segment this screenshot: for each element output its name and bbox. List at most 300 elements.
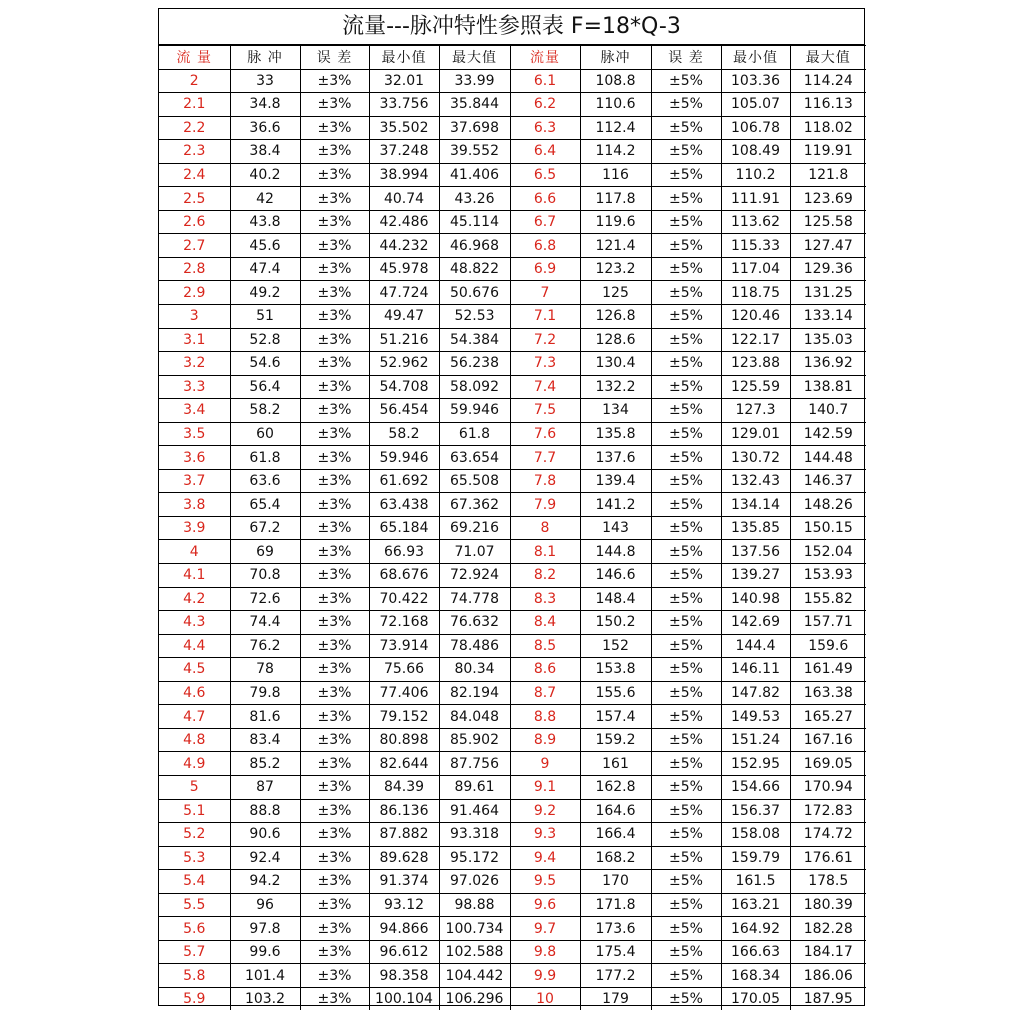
cell-error: ±5% <box>651 281 721 305</box>
cell-error: ±5% <box>651 93 721 117</box>
cell-flow: 9.1 <box>510 775 580 799</box>
cell-pulse: 144.8 <box>580 540 651 564</box>
cell-min: 52.962 <box>369 352 439 376</box>
cell-max: 82.194 <box>439 681 510 705</box>
cell-pulse: 173.6 <box>580 917 651 941</box>
cell-error: ±5% <box>651 352 721 376</box>
cell-pulse: 177.2 <box>580 964 651 988</box>
cell-max: 87.756 <box>439 752 510 776</box>
cell-min: 123.88 <box>721 352 790 376</box>
cell-min: 44.232 <box>369 234 439 258</box>
cell-min: 154.66 <box>721 775 790 799</box>
cell-pulse: 152 <box>580 634 651 658</box>
cell-flow: 4.8 <box>159 728 230 752</box>
cell-error: ±3% <box>300 681 369 705</box>
cell-pulse: 148.4 <box>580 587 651 611</box>
cell-error: ±5% <box>651 516 721 540</box>
cell-min: 94.866 <box>369 917 439 941</box>
cell-pulse: 42 <box>230 187 300 211</box>
cell-flow: 3.3 <box>159 375 230 399</box>
cell-max: 161.49 <box>790 658 866 682</box>
cell-pulse: 61.8 <box>230 446 300 470</box>
cell-min: 86.136 <box>369 799 439 823</box>
table-row <box>159 352 866 376</box>
table-row <box>159 964 866 988</box>
cell-flow: 8.4 <box>510 611 580 635</box>
cell-error: ±3% <box>300 846 369 870</box>
cell-flow: 2.4 <box>159 163 230 187</box>
cell-error: ±3% <box>300 705 369 729</box>
cell-max: 67.362 <box>439 493 510 517</box>
table-row <box>159 752 866 776</box>
cell-pulse: 85.2 <box>230 752 300 776</box>
cell-error: ±3% <box>300 352 369 376</box>
cell-error: ±5% <box>651 964 721 988</box>
cell-error: ±3% <box>300 257 369 281</box>
cell-max: 35.844 <box>439 93 510 117</box>
cell-min: 87.882 <box>369 823 439 847</box>
cell-max: 127.47 <box>790 234 866 258</box>
cell-min: 159.79 <box>721 846 790 870</box>
cell-min: 156.37 <box>721 799 790 823</box>
header-error: 误 差 <box>651 46 721 70</box>
cell-max: 100.734 <box>439 917 510 941</box>
table-body <box>159 69 866 1010</box>
header-flow: 流量 <box>510 46 580 70</box>
table-row <box>159 681 866 705</box>
cell-min: 125.59 <box>721 375 790 399</box>
cell-min: 96.612 <box>369 940 439 964</box>
cell-flow: 7.1 <box>510 305 580 329</box>
cell-min: 89.628 <box>369 846 439 870</box>
cell-pulse: 97.8 <box>230 917 300 941</box>
cell-flow: 8.5 <box>510 634 580 658</box>
cell-max: 63.654 <box>439 446 510 470</box>
cell-pulse: 146.6 <box>580 564 651 588</box>
table-row <box>159 823 866 847</box>
cell-error: ±3% <box>300 893 369 917</box>
cell-min: 59.946 <box>369 446 439 470</box>
cell-error: ±3% <box>300 187 369 211</box>
table-row <box>159 587 866 611</box>
cell-flow: 3.1 <box>159 328 230 352</box>
cell-max: 98.88 <box>439 893 510 917</box>
cell-max: 176.61 <box>790 846 866 870</box>
cell-flow: 7.5 <box>510 399 580 423</box>
cell-min: 82.644 <box>369 752 439 776</box>
cell-min: 132.43 <box>721 469 790 493</box>
cell-error: ±5% <box>651 116 721 140</box>
cell-min: 163.21 <box>721 893 790 917</box>
cell-flow: 9.2 <box>510 799 580 823</box>
cell-flow: 2.3 <box>159 140 230 164</box>
table-row <box>159 658 866 682</box>
cell-min: 32.01 <box>369 69 439 93</box>
table-row <box>159 564 866 588</box>
cell-max: 157.71 <box>790 611 866 635</box>
cell-min: 146.11 <box>721 658 790 682</box>
cell-pulse: 168.2 <box>580 846 651 870</box>
cell-flow: 7.6 <box>510 422 580 446</box>
cell-error: ±3% <box>300 775 369 799</box>
table-row <box>159 917 866 941</box>
cell-flow: 5.1 <box>159 799 230 823</box>
cell-pulse: 45.6 <box>230 234 300 258</box>
cell-max: 184.17 <box>790 940 866 964</box>
cell-max: 65.508 <box>439 469 510 493</box>
table-row <box>159 469 866 493</box>
header-pulse: 脉 冲 <box>230 46 300 70</box>
cell-error: ±5% <box>651 469 721 493</box>
cell-error: ±3% <box>300 917 369 941</box>
cell-pulse: 119.6 <box>580 210 651 234</box>
cell-pulse: 170 <box>580 870 651 894</box>
cell-max: 116.13 <box>790 93 866 117</box>
cell-error: ±5% <box>651 775 721 799</box>
cell-error: ±3% <box>300 305 369 329</box>
header-min: 最小值 <box>369 46 439 70</box>
cell-max: 61.8 <box>439 422 510 446</box>
table-row <box>159 116 866 140</box>
cell-min: 129.01 <box>721 422 790 446</box>
cell-max: 72.924 <box>439 564 510 588</box>
cell-max: 45.114 <box>439 210 510 234</box>
cell-error: ±5% <box>651 987 721 1010</box>
cell-flow: 3 <box>159 305 230 329</box>
cell-pulse: 90.6 <box>230 823 300 847</box>
cell-flow: 7.4 <box>510 375 580 399</box>
cell-pulse: 58.2 <box>230 399 300 423</box>
header-max: 最大值 <box>790 46 866 70</box>
cell-min: 105.07 <box>721 93 790 117</box>
cell-pulse: 101.4 <box>230 964 300 988</box>
cell-error: ±5% <box>651 140 721 164</box>
cell-flow: 8.8 <box>510 705 580 729</box>
cell-min: 161.5 <box>721 870 790 894</box>
cell-flow: 3.5 <box>159 422 230 446</box>
cell-max: 153.93 <box>790 564 866 588</box>
cell-pulse: 114.2 <box>580 140 651 164</box>
cell-pulse: 63.6 <box>230 469 300 493</box>
cell-flow: 4.7 <box>159 705 230 729</box>
cell-pulse: 116 <box>580 163 651 187</box>
cell-min: 35.502 <box>369 116 439 140</box>
cell-pulse: 87 <box>230 775 300 799</box>
cell-error: ±3% <box>300 140 369 164</box>
cell-max: 71.07 <box>439 540 510 564</box>
table-row <box>159 163 866 187</box>
cell-min: 152.95 <box>721 752 790 776</box>
cell-error: ±5% <box>651 257 721 281</box>
cell-pulse: 33 <box>230 69 300 93</box>
cell-max: 46.968 <box>439 234 510 258</box>
cell-max: 142.59 <box>790 422 866 446</box>
cell-error: ±5% <box>651 564 721 588</box>
cell-flow: 9.4 <box>510 846 580 870</box>
cell-max: 152.04 <box>790 540 866 564</box>
cell-flow: 6.4 <box>510 140 580 164</box>
cell-min: 100.104 <box>369 987 439 1010</box>
cell-pulse: 72.6 <box>230 587 300 611</box>
cell-error: ±3% <box>300 940 369 964</box>
header-row <box>159 46 866 70</box>
cell-error: ±3% <box>300 69 369 93</box>
cell-pulse: 175.4 <box>580 940 651 964</box>
cell-max: 41.406 <box>439 163 510 187</box>
cell-error: ±3% <box>300 210 369 234</box>
cell-flow: 2.7 <box>159 234 230 258</box>
reference-table-sheet <box>158 8 865 1006</box>
cell-error: ±5% <box>651 399 721 423</box>
cell-max: 91.464 <box>439 799 510 823</box>
cell-max: 150.15 <box>790 516 866 540</box>
cell-min: 61.692 <box>369 469 439 493</box>
cell-min: 108.49 <box>721 140 790 164</box>
cell-flow: 8.9 <box>510 728 580 752</box>
cell-pulse: 56.4 <box>230 375 300 399</box>
cell-min: 149.53 <box>721 705 790 729</box>
cell-flow: 2 <box>159 69 230 93</box>
cell-min: 135.85 <box>721 516 790 540</box>
cell-min: 51.216 <box>369 328 439 352</box>
cell-flow: 4.5 <box>159 658 230 682</box>
cell-error: ±5% <box>651 681 721 705</box>
cell-flow: 9.8 <box>510 940 580 964</box>
table-row <box>159 893 866 917</box>
cell-max: 39.552 <box>439 140 510 164</box>
cell-min: 110.2 <box>721 163 790 187</box>
cell-max: 174.72 <box>790 823 866 847</box>
cell-min: 65.184 <box>369 516 439 540</box>
cell-flow: 4.4 <box>159 634 230 658</box>
cell-error: ±5% <box>651 893 721 917</box>
cell-flow: 7.3 <box>510 352 580 376</box>
cell-flow: 7.9 <box>510 493 580 517</box>
cell-flow: 5.8 <box>159 964 230 988</box>
cell-flow: 4.1 <box>159 564 230 588</box>
cell-max: 129.36 <box>790 257 866 281</box>
cell-min: 56.454 <box>369 399 439 423</box>
cell-max: 178.5 <box>790 870 866 894</box>
cell-max: 48.822 <box>439 257 510 281</box>
cell-flow: 8.6 <box>510 658 580 682</box>
cell-min: 164.92 <box>721 917 790 941</box>
cell-max: 125.58 <box>790 210 866 234</box>
cell-error: ±3% <box>300 493 369 517</box>
cell-max: 74.778 <box>439 587 510 611</box>
cell-min: 144.4 <box>721 634 790 658</box>
cell-min: 58.2 <box>369 422 439 446</box>
cell-max: 78.486 <box>439 634 510 658</box>
cell-max: 186.06 <box>790 964 866 988</box>
cell-max: 187.95 <box>790 987 866 1010</box>
cell-pulse: 121.4 <box>580 234 651 258</box>
cell-flow: 3.9 <box>159 516 230 540</box>
cell-pulse: 52.8 <box>230 328 300 352</box>
cell-max: 131.25 <box>790 281 866 305</box>
table-row <box>159 705 866 729</box>
table-row <box>159 257 866 281</box>
cell-flow: 4.6 <box>159 681 230 705</box>
table-row <box>159 940 866 964</box>
cell-error: ±3% <box>300 540 369 564</box>
cell-min: 42.486 <box>369 210 439 234</box>
cell-min: 40.74 <box>369 187 439 211</box>
cell-error: ±5% <box>651 446 721 470</box>
cell-flow: 9.5 <box>510 870 580 894</box>
cell-max: 97.026 <box>439 870 510 894</box>
cell-flow: 3.8 <box>159 493 230 517</box>
cell-pulse: 99.6 <box>230 940 300 964</box>
table-row <box>159 846 866 870</box>
cell-pulse: 171.8 <box>580 893 651 917</box>
cell-min: 103.36 <box>721 69 790 93</box>
cell-pulse: 103.2 <box>230 987 300 1010</box>
cell-min: 166.63 <box>721 940 790 964</box>
cell-min: 118.75 <box>721 281 790 305</box>
cell-max: 33.99 <box>439 69 510 93</box>
cell-max: 136.92 <box>790 352 866 376</box>
header-pulse: 脉冲 <box>580 46 651 70</box>
cell-pulse: 60 <box>230 422 300 446</box>
cell-min: 117.04 <box>721 257 790 281</box>
cell-error: ±5% <box>651 870 721 894</box>
table-row <box>159 611 866 635</box>
cell-pulse: 49.2 <box>230 281 300 305</box>
cell-flow: 3.4 <box>159 399 230 423</box>
cell-flow: 6.1 <box>510 69 580 93</box>
cell-min: 98.358 <box>369 964 439 988</box>
cell-flow: 6.9 <box>510 257 580 281</box>
cell-error: ±5% <box>651 328 721 352</box>
cell-max: 167.16 <box>790 728 866 752</box>
table-row <box>159 516 866 540</box>
cell-flow: 6.5 <box>510 163 580 187</box>
cell-flow: 4.3 <box>159 611 230 635</box>
table-row <box>159 375 866 399</box>
flow-pulse-table <box>159 45 866 1010</box>
cell-error: ±5% <box>651 705 721 729</box>
cell-pulse: 65.4 <box>230 493 300 517</box>
table-row <box>159 281 866 305</box>
cell-flow: 8 <box>510 516 580 540</box>
table-row <box>159 234 866 258</box>
cell-error: ±5% <box>651 823 721 847</box>
cell-max: 43.26 <box>439 187 510 211</box>
cell-error: ±3% <box>300 516 369 540</box>
cell-pulse: 130.4 <box>580 352 651 376</box>
cell-error: ±5% <box>651 799 721 823</box>
cell-max: 163.38 <box>790 681 866 705</box>
header-error: 误 差 <box>300 46 369 70</box>
table-row <box>159 187 866 211</box>
cell-error: ±5% <box>651 493 721 517</box>
cell-max: 59.946 <box>439 399 510 423</box>
cell-flow: 9.9 <box>510 964 580 988</box>
cell-min: 75.66 <box>369 658 439 682</box>
cell-error: ±5% <box>651 163 721 187</box>
cell-max: 37.698 <box>439 116 510 140</box>
cell-min: 127.3 <box>721 399 790 423</box>
table-row <box>159 728 866 752</box>
cell-pulse: 112.4 <box>580 116 651 140</box>
table-row <box>159 493 866 517</box>
cell-pulse: 164.6 <box>580 799 651 823</box>
cell-error: ±3% <box>300 799 369 823</box>
cell-min: 49.47 <box>369 305 439 329</box>
table-title: 流量---脉冲特性参照表 F=18*Q-3 <box>159 9 864 45</box>
cell-min: 91.374 <box>369 870 439 894</box>
cell-flow: 5.4 <box>159 870 230 894</box>
cell-flow: 6.2 <box>510 93 580 117</box>
cell-pulse: 125 <box>580 281 651 305</box>
cell-pulse: 36.6 <box>230 116 300 140</box>
cell-error: ±5% <box>651 210 721 234</box>
cell-pulse: 92.4 <box>230 846 300 870</box>
cell-flow: 3.7 <box>159 469 230 493</box>
cell-pulse: 79.8 <box>230 681 300 705</box>
cell-max: 84.048 <box>439 705 510 729</box>
cell-max: 95.172 <box>439 846 510 870</box>
cell-min: 77.406 <box>369 681 439 705</box>
cell-flow: 5.9 <box>159 987 230 1010</box>
cell-error: ±3% <box>300 281 369 305</box>
cell-pulse: 69 <box>230 540 300 564</box>
table-row <box>159 422 866 446</box>
cell-error: ±3% <box>300 587 369 611</box>
cell-min: 70.422 <box>369 587 439 611</box>
cell-error: ±3% <box>300 446 369 470</box>
cell-min: 113.62 <box>721 210 790 234</box>
cell-max: 52.53 <box>439 305 510 329</box>
cell-flow: 2.6 <box>159 210 230 234</box>
cell-pulse: 157.4 <box>580 705 651 729</box>
cell-error: ±5% <box>651 540 721 564</box>
cell-max: 102.588 <box>439 940 510 964</box>
cell-pulse: 108.8 <box>580 69 651 93</box>
cell-flow: 7.2 <box>510 328 580 352</box>
cell-error: ±3% <box>300 163 369 187</box>
cell-min: 147.82 <box>721 681 790 705</box>
cell-max: 155.82 <box>790 587 866 611</box>
cell-max: 121.8 <box>790 163 866 187</box>
cell-pulse: 67.2 <box>230 516 300 540</box>
cell-min: 47.724 <box>369 281 439 305</box>
cell-pulse: 34.8 <box>230 93 300 117</box>
cell-flow: 7.8 <box>510 469 580 493</box>
cell-flow: 2.8 <box>159 257 230 281</box>
cell-min: 66.93 <box>369 540 439 564</box>
cell-min: 45.978 <box>369 257 439 281</box>
table-row <box>159 775 866 799</box>
cell-flow: 9.7 <box>510 917 580 941</box>
cell-error: ±3% <box>300 328 369 352</box>
cell-max: 54.384 <box>439 328 510 352</box>
cell-pulse: 143 <box>580 516 651 540</box>
cell-flow: 8.1 <box>510 540 580 564</box>
cell-max: 123.69 <box>790 187 866 211</box>
cell-error: ±5% <box>651 305 721 329</box>
cell-error: ±3% <box>300 823 369 847</box>
cell-max: 144.48 <box>790 446 866 470</box>
cell-min: 142.69 <box>721 611 790 635</box>
cell-min: 115.33 <box>721 234 790 258</box>
cell-flow: 9.6 <box>510 893 580 917</box>
cell-max: 93.318 <box>439 823 510 847</box>
cell-flow: 5.2 <box>159 823 230 847</box>
cell-flow: 9 <box>510 752 580 776</box>
cell-pulse: 159.2 <box>580 728 651 752</box>
